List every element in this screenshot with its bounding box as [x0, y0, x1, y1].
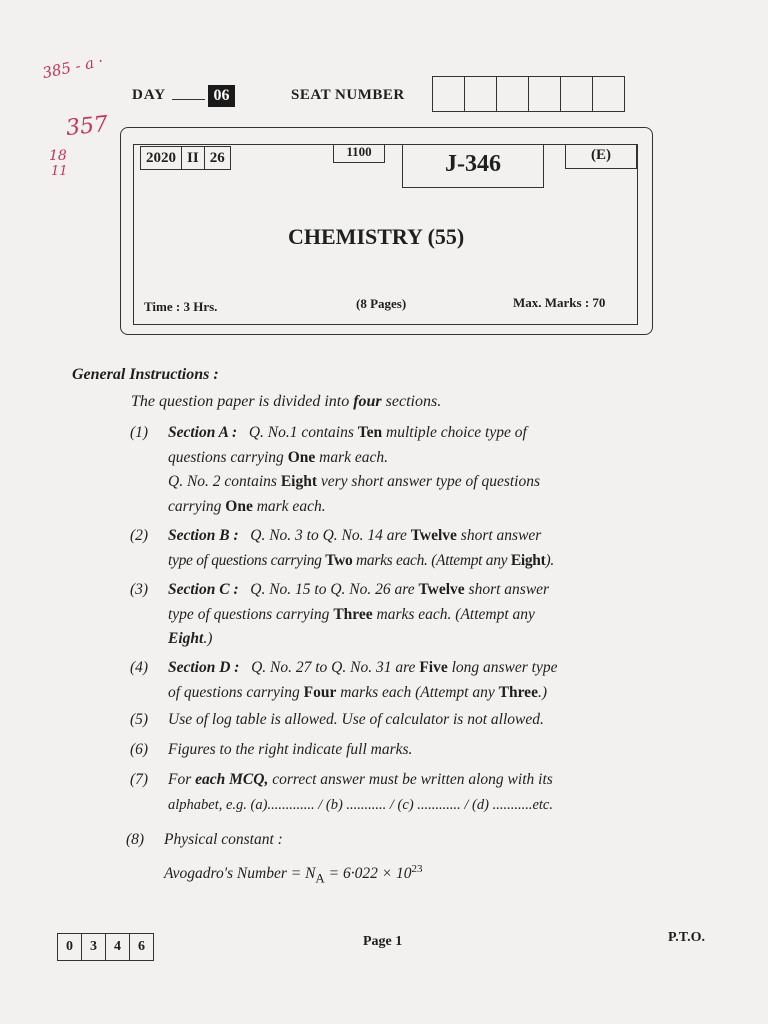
instruction-item: (1) Section A : Q. No.1 contains Ten multiple choice type of questions carrying One mark each. Q. No. 2 contains Eight very short answer type of questions carrying One mark each.: [130, 424, 541, 515]
instructions-intro: The question paper is divided into four sections.: [131, 393, 442, 410]
seat-number-boxes: [432, 76, 625, 112]
exam-date: [140, 146, 231, 170]
seat-number-cell: [593, 77, 624, 111]
section-label: Section C :: [168, 581, 239, 598]
seat-number-cell: [561, 77, 593, 111]
exam-time-code: 1100: [333, 144, 385, 163]
seat-number-cell: [529, 77, 561, 111]
section-label: Section A :: [168, 424, 238, 441]
section-label: Section B :: [168, 527, 239, 544]
instruction-item: (3) Section C : Q. No. 15 to Q. No. 26 are Twelve short answer type of questions carrying Three marks each. (Attempt any Eight.): [130, 581, 550, 647]
time-allowed: Time : 3 Hrs.: [144, 299, 218, 314]
page-code-digit: 0: [58, 934, 82, 960]
instruction-item: (8) Physical constant : Avogadro's Number = $N_A = 6\cdot 022 \times 10^{23}$: [126, 828, 646, 888]
exam-day: 26: [209, 150, 225, 166]
page-code-digit: 4: [106, 934, 130, 960]
page-count: (8 Pages): [356, 296, 407, 311]
instruction-item: (2) Section B : Q. No. 3 to Q. No. 14 are Twelve short answer type of questions carrying Two marks each. (Attempt any Eight).: [130, 527, 554, 569]
seat-number-cell: [465, 77, 497, 111]
page-code-digit: 6: [138, 939, 145, 954]
please-turn-over: P.T.O.: [668, 930, 705, 945]
instruction-item: (7) For each MCQ, correct answer must be written along with its alphabet, e.g. (a)............. / (b) ........... / (c) ............ / (d) ...........etc.: [130, 771, 553, 813]
instruction-item: (5) Use of log table is allowed. Use of calculator is not allowed.: [130, 711, 544, 728]
day-underline: [172, 99, 205, 100]
page-code-boxes: [57, 933, 154, 961]
avogadro-constant: Avogadro's Number = $N_A = 6\cdot 022 \times 10^{23}$: [164, 862, 423, 885]
handwritten-note-11: 11: [51, 164, 68, 179]
seat-number-cell: [433, 77, 465, 111]
seat-number-cell: [497, 77, 529, 111]
handwritten-note-357: 357: [64, 111, 110, 142]
instruction-item: (4) Section D : Q. No. 27 to Q. No. 31 are Five long answer type of questions carrying Four marks each (Attempt any Three.): [130, 659, 558, 701]
handwritten-note-18: 18: [49, 148, 67, 164]
subject-title: CHEMISTRY (55): [288, 224, 465, 249]
handwritten-scribble: - a ·: [68, 51, 105, 77]
language-code: (E): [565, 144, 637, 169]
page-code-digit: 3: [82, 934, 106, 960]
handwritten-note-top: 385 - a ·: [40, 51, 105, 83]
exam-year: 2020: [141, 147, 182, 169]
exam-month: II: [182, 147, 205, 169]
page-number: Page 1: [363, 934, 403, 949]
instructions-heading: General Instructions :: [72, 366, 219, 383]
seat-number-label: SEAT NUMBER: [291, 87, 405, 103]
instruction-item: (6) Figures to the right indicate full marks.: [130, 741, 413, 758]
day-number: 06: [208, 85, 235, 107]
day-label: DAY: [132, 87, 167, 103]
max-marks: Max. Marks : 70: [513, 295, 606, 310]
section-label: Section D :: [168, 659, 240, 676]
paper-code: J-346: [402, 144, 544, 188]
